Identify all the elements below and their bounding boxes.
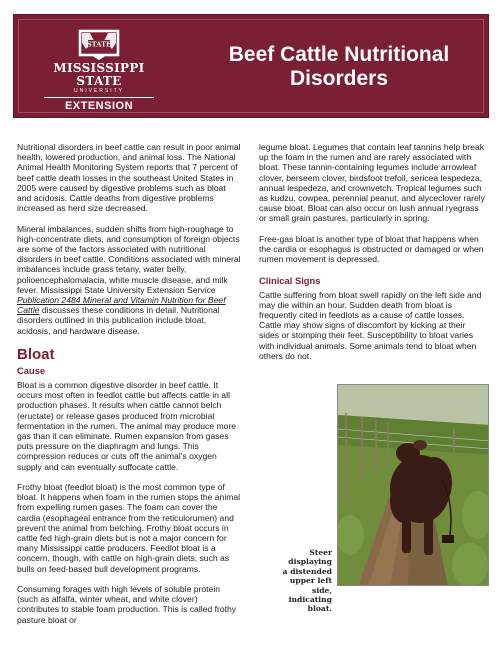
left-column [17,142,241,625]
legume-paragraph: legume bloat. Legumes that contain leaf tannins help break up the foam in the rumen and are rarely associated with bloat. These tannin-containing legumes include arrowleaf clover, berseem clover, birdsfoot trefoil, sericea lespedeza, annual lespedeza, and crownvetch. Tropical legumes such as kudzu, cowpea, perennial peanut, and alyceclover rarely cause bloat. Bloat can also occur on lush annual ryegrass or small grain pastures, particularly in spring. [259,142,485,224]
header-banner [13,14,489,118]
page-title-line1: Beef Cattle Nutritional [228,43,450,66]
caption-line3: upper left side, [289,576,332,595]
subheading-cause: Cause [17,365,46,377]
page-title [198,43,480,91]
section-heading-bloat: Bloat [17,346,55,364]
steer-photo [337,384,489,586]
logo-divider [44,97,154,98]
msu-state-logo-icon [78,29,120,61]
frothy-bloat-paragraph: Frothy bloat (feedlot bloat) is the most common type of bloat. It happens when foam in the rumen stops the animal from expelling rumen gases. The foam can cover the cardia (esophageal entrance from the reticulorumen) and prevent the animal from belching. Frothy bloat occurs in cattle fed high-grain diets but is not a major concern for many Mississippi cattle producers. Feedlot bloat is a concern, though, with cattle on high-grain diets, such as bulls on feed-based bull development programs. [17,482,241,574]
right-column [259,142,485,371]
msu-extension-logo [38,29,160,111]
mineral-text-b: discusses these conditions in detail. Nutritional disorders outlined in this publication include bloat, acidosis, and hardware disease. [17,305,220,336]
photo-caption [270,548,332,614]
steer-illustration [338,385,489,586]
page-title-line2: Disorders [289,67,389,90]
logo-state-text: STATE [87,40,111,49]
caption-line4: indicating bloat. [288,595,332,614]
free-gas-paragraph: Free-gas bloat is another type of bloat that happens when the cardia or esophagus is obstructed or damaged or when rumen movement is depressed. [259,233,484,265]
mineral-paragraph [17,224,241,336]
caption-line2: a distended [282,566,332,576]
bloat-cause-paragraph: Bloat is a common digestive disorder in beef cattle. It occurs most often in feedlot cattle but affects cattle in all production phases. It results when cattle cannot belch (eructate) or release gases produced from microbial fermentation in the rumen. The animal may produce more gas than it can eliminate. Rumen expansion from gases puts pressure on the diaphragm and lungs. This compression reduces or cuts off the animal’s oxygen supply and can eventually suffocate cattle. [17,380,237,472]
clinical-signs-paragraph: Cattle suffering from bloat swell rapidly on the left side and may die within an hour. Sudden death from bloat is frequently cited in feedlots as a cause of cattle losses. Cattle may show signs of discomfort by kicking at their sides or stomping their feet. Susceptibility to bloat varies with individual animals. Some animals tend to bloat when others do not. [259,289,482,361]
subheading-clinical-signs: Clinical Signs [259,274,321,286]
logo-name: MISSISSIPPI STATE [53,61,145,88]
publication-link[interactable]: Publication 2484 Mineral and Vitamin Nutrition for Beef Cattle [17,295,226,316]
logo-university: UNIVERSITY [73,88,124,94]
forage-paragraph: Consuming forages with high levels of soluble protein (such as alfalfa, winter wheat, and white clover) contributes to stable foam production. This is called frothy pasture bloat or [17,584,237,625]
caption-line1: Steer displaying [288,548,332,567]
mineral-text-a: Mineral imbalances, sudden shifts from high-roughage to high-concentrate diets, and consumption of foreign objects are some of the factors associated with nutritional disorders in beef cattle. Conditions associated with mineral imbalances include grass tetany, water belly, polioencephalomalacia, white muscle disease, and milk fever. Mississippi State University Extension Service [17,223,241,295]
intro-paragraph: Nutritional disorders in beef cattle can result in poor animal health, lowered production, and animal loss. The National Animal Health Monitoring System reports that 7 percent of beef cattle death losses in the southeast United States in 2005 were caused by digestive problems such as bloat and acidosis. Cattle deaths from digestive problems increased as herd size decreased. [17,142,241,214]
logo-extension: EXTENSION [64,100,134,112]
